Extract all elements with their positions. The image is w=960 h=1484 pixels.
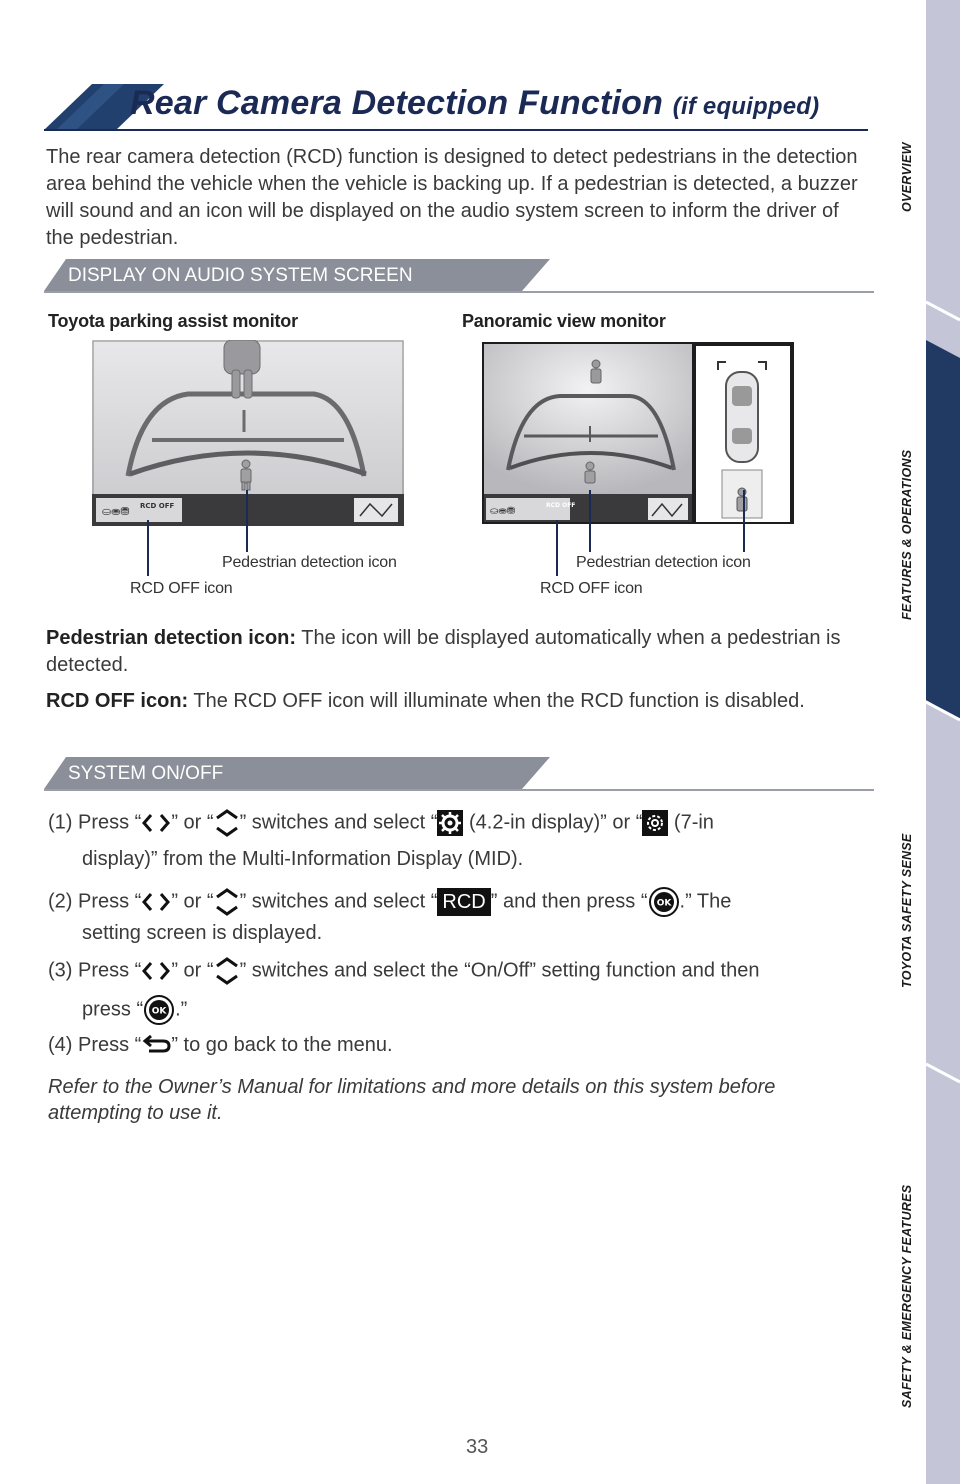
definition-text: The icon will be displayed automatically when a pedestrian is detected. [46, 627, 841, 676]
gear-icon-large [642, 810, 668, 836]
callout-pedestrian-left: Pedestrian detection icon [222, 554, 397, 571]
left-right-arrows-icon [141, 812, 171, 834]
callout-pedestrian-right: Pedestrian detection icon [576, 554, 751, 571]
left-right-arrows-icon [141, 960, 171, 982]
svg-text:⛀⛂⛃: ⛀⛂⛃ [490, 506, 516, 517]
intro-paragraph: The rear camera detection (RCD) function is designed to detect pedestrians in the detection area behind the vehicle when the vehicle is backing up. If a pedestrian is detected, a buzzer will sound and an icon will be displayed on the audio system screen to inform the driver of the pedestrian. [46, 146, 858, 249]
owners-manual-note: Refer to the Owner’s Manual for limitations and more details on this system before attempting to use it. [48, 1076, 776, 1124]
step-3-continued: press “ OK .” [82, 994, 187, 1026]
ok-button-icon [648, 886, 680, 918]
step-1-continued: display)” from the Multi-Information Display (MID). [82, 848, 524, 870]
step-3: (3) Press “ ” or “ ” switches and select the “On/Off” setting function and then [48, 956, 759, 986]
gear-icon-small [437, 810, 463, 836]
title-main: Rear Camera Detection Function [130, 84, 664, 122]
section-title-system: SYSTEM ON/OFF [68, 763, 224, 784]
definition-pedestrian-icon [46, 625, 846, 679]
definition-term: Pedestrian detection icon: [46, 627, 297, 649]
callout-lines [0, 0, 960, 600]
rcd-off-screen-text-panoramic: RCD OFF [546, 502, 576, 509]
callout-rcd-left: RCD OFF icon [130, 580, 233, 597]
tab-features-operations[interactable]: FEATURES & OPERATIONS [900, 449, 914, 620]
up-down-arrows-icon [214, 956, 240, 986]
definition-text: The RCD OFF icon will illuminate when the RCD function is disabled. [188, 690, 805, 712]
ok-button-icon [143, 994, 175, 1026]
step-2: (2) Press “ ” or “ ” switches and select “ RCD ” and then press “ OK .” The [48, 886, 731, 918]
section-title-display: DISPLAY ON AUDIO SYSTEM SCREEN [68, 265, 413, 286]
figure-label-parking-assist: Toyota parking assist monitor [48, 311, 298, 331]
definition-rcd-off-icon [46, 688, 846, 715]
tab-overview[interactable]: OVERVIEW [900, 142, 914, 212]
svg-text:OK: OK [656, 898, 671, 909]
tab-safety-emergency[interactable]: SAFETY & EMERGENCY FEATURES [900, 1184, 914, 1408]
up-down-arrows-icon [214, 887, 240, 917]
rcd-off-screen-text: RCD OFF [140, 502, 175, 510]
tab-toyota-safety-sense[interactable]: TOYOTA SAFETY SENSE [900, 833, 914, 988]
definition-term: RCD OFF icon: [46, 690, 189, 712]
back-arrow-icon [141, 1035, 171, 1057]
callout-rcd-right: RCD OFF icon [540, 580, 643, 597]
step-2-continued: setting screen is displayed. [82, 922, 323, 944]
up-down-arrows-icon [214, 808, 240, 838]
title-qualifier: (if equipped) [672, 93, 820, 120]
step-1: (1) Press “ ” or “ ” switches and select “ (4.2-in display)” or “ (7-in [48, 808, 714, 838]
svg-text:OK: OK [151, 1006, 167, 1017]
svg-text:⛀⛂⛃: ⛀⛂⛃ [102, 505, 130, 518]
figure-label-panoramic: Panoramic view monitor [462, 311, 666, 331]
rcd-setting-icon: RCD [437, 888, 490, 916]
left-right-arrows-icon [141, 891, 171, 913]
page-number: 33 [466, 1436, 489, 1458]
step-4: (4) Press “ ” to go back to the menu. [48, 1034, 393, 1056]
section-tabs [894, 0, 960, 1484]
